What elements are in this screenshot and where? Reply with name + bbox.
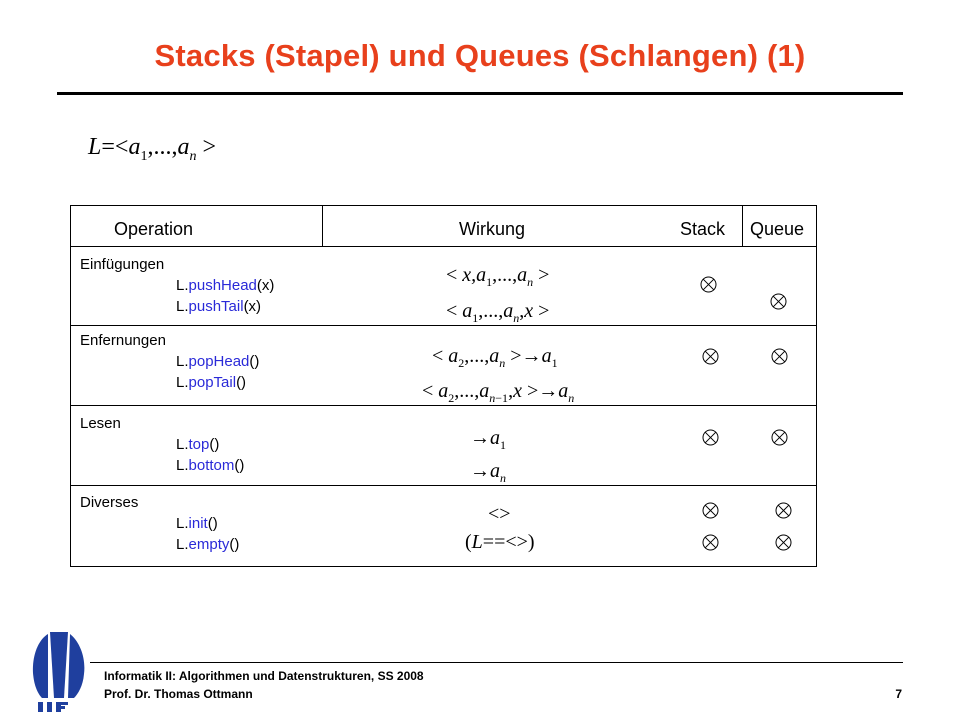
operation-pushhead: L.pushHead(x) — [176, 277, 275, 294]
header-divider — [742, 205, 743, 246]
group-enfernungen — [80, 330, 259, 393]
effect-bottom: $\to a_n$ — [470, 460, 506, 485]
queue-check-empty — [775, 534, 792, 551]
title-underline — [57, 92, 903, 95]
row-divider — [70, 485, 817, 486]
stack-check-top — [702, 429, 719, 446]
group-lesen — [80, 413, 244, 476]
row-divider — [70, 325, 817, 326]
slide-title: Stacks (Stapel) und Queues (Schlangen) (1) — [154, 38, 806, 73]
operation-top: L.top() — [176, 436, 220, 453]
footer-rule — [90, 662, 903, 663]
operation-bottom: L.bottom() — [176, 457, 245, 474]
operation-poptail: L.popTail() — [176, 374, 247, 391]
operation-init: L.init() — [176, 515, 218, 532]
group-label: Diverses — [80, 494, 139, 511]
row-divider — [70, 246, 817, 247]
header-stack: Stack — [680, 219, 726, 239]
page-number: 7 — [895, 687, 902, 701]
iif-logo — [28, 628, 88, 714]
footer-author: Prof. Dr. Thomas Ottmann — [104, 687, 253, 701]
operation-pushtail: L.pushTail(x) — [176, 298, 262, 315]
effect-poptail: < $a_2,...,a_{n-1},x >\to a_n$ — [422, 380, 575, 405]
queue-check-init — [775, 502, 792, 519]
effect-pophead: < $a_2,...,a_n >\to a_1$ — [432, 345, 558, 370]
stack-check-pophead — [702, 348, 719, 365]
queue-check-pushtail — [770, 293, 787, 310]
operation-pophead: L.popHead() — [176, 353, 260, 370]
effect-pushtail: < $a_1,...,a_n,x$ > — [446, 300, 550, 325]
effect-empty: (L==<>) — [465, 531, 535, 553]
header-queue: Queue — [750, 219, 805, 239]
effect-init: <> — [488, 503, 511, 525]
list-formula: $L=<a_1,...,a_n$ > — [88, 134, 216, 164]
header-wirkung: Wirkung — [459, 219, 526, 239]
effect-pushhead: < $x,a_1,...,a_n$ > — [446, 264, 550, 289]
header-operation: Operation — [114, 219, 194, 239]
group-label: Enfernungen — [80, 332, 166, 349]
queue-check-pophead — [771, 348, 788, 365]
group-einfuegungen — [80, 254, 274, 317]
group-diverses — [80, 492, 239, 555]
stack-check-init — [702, 502, 719, 519]
stack-check-pushhead — [700, 276, 717, 293]
queue-check-top — [771, 429, 788, 446]
operation-empty: L.empty() — [176, 536, 240, 553]
group-label: Einfügungen — [80, 256, 165, 273]
group-label: Lesen — [80, 415, 121, 432]
footer-course: Informatik II: Algorithmen und Datenstrukturen, SS 2008 — [104, 669, 424, 683]
header-divider — [322, 205, 323, 246]
effect-top: $\to a_1$ — [470, 427, 506, 452]
stack-check-empty — [702, 534, 719, 551]
